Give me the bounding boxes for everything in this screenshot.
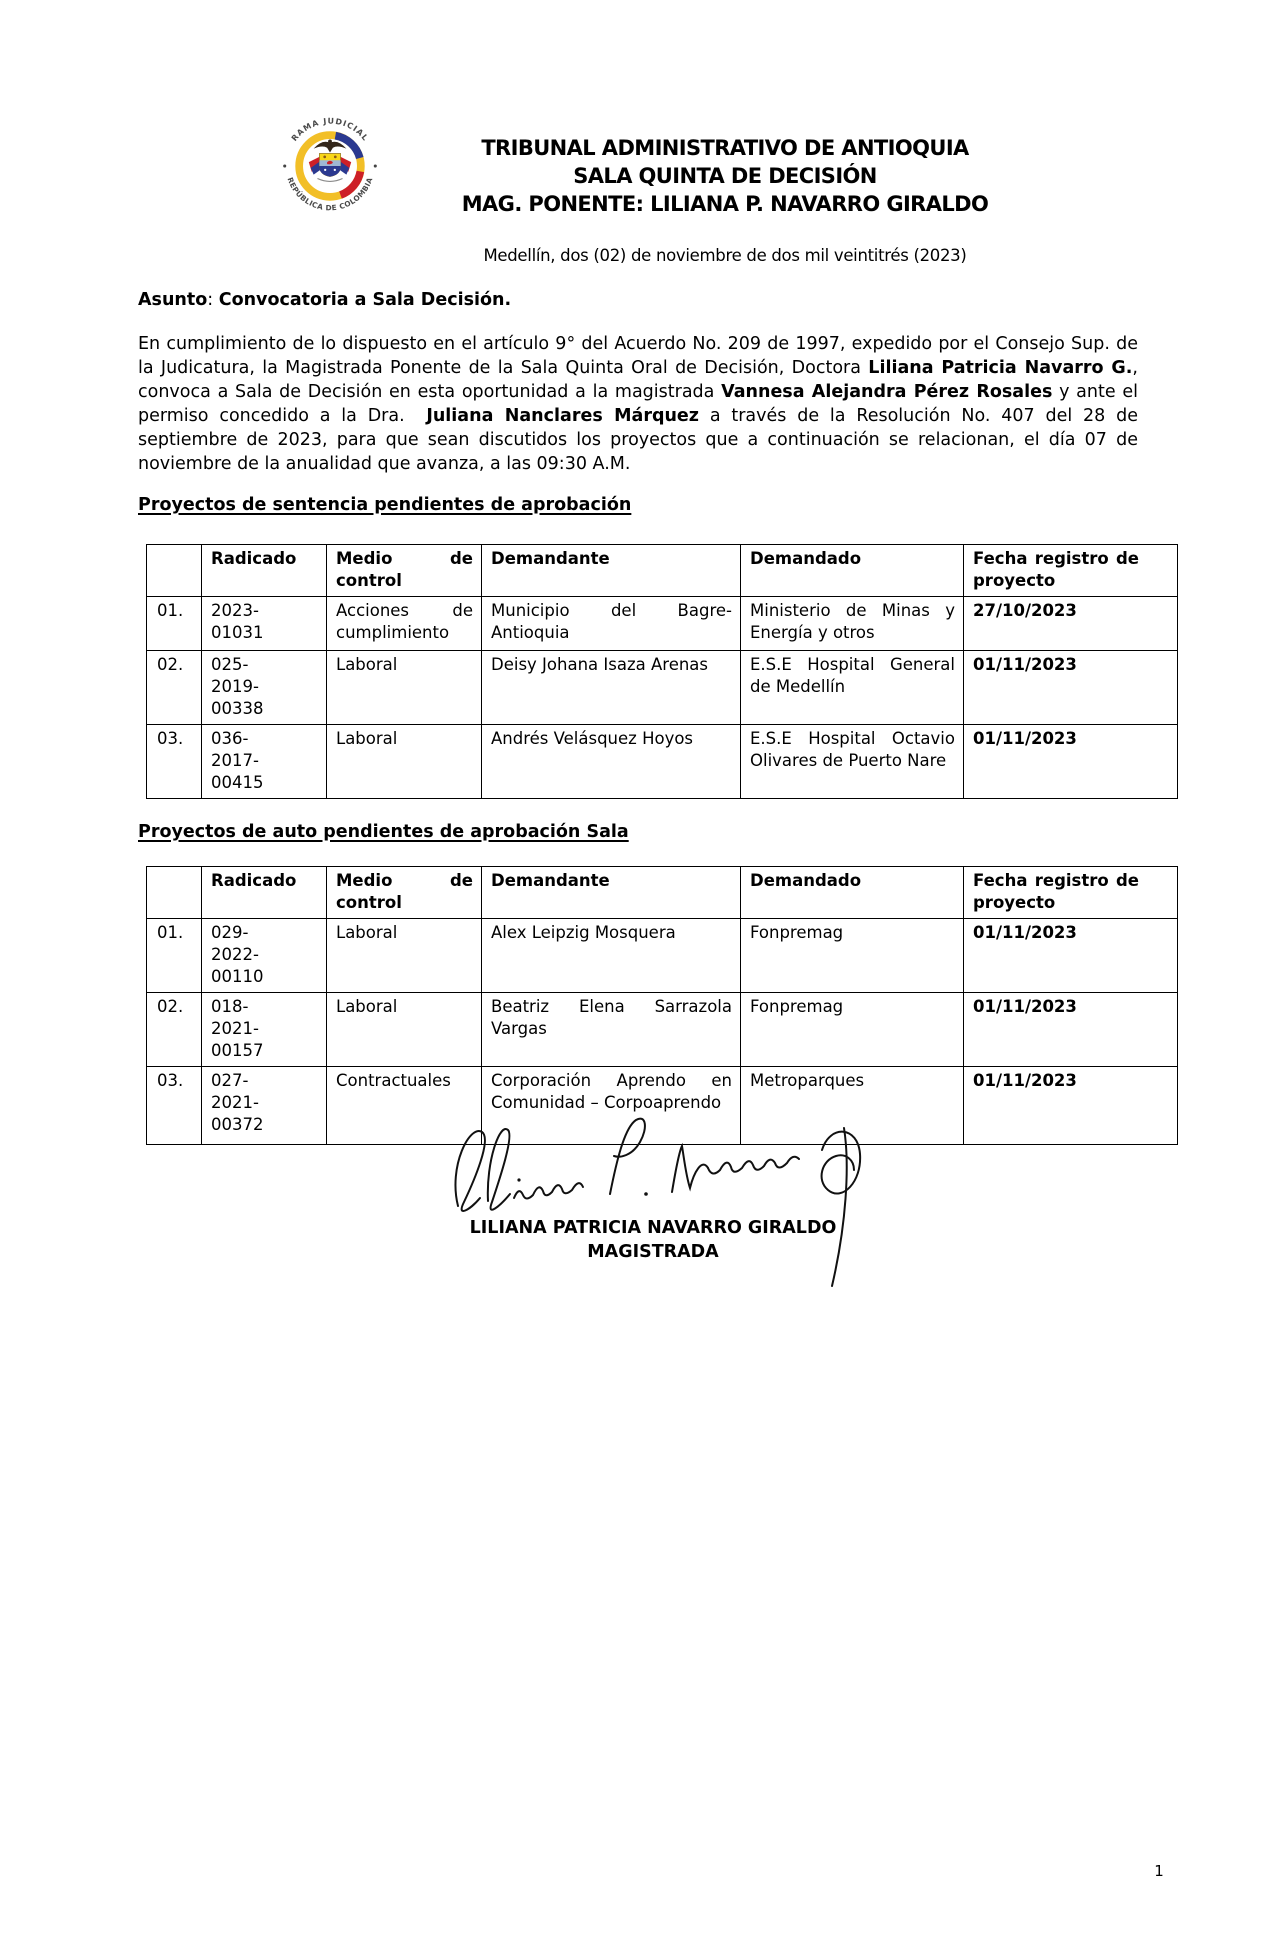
col-header-demandado: Demandado	[741, 545, 964, 597]
cell-radicado: 025-2019-00338	[202, 651, 327, 725]
cell-num: 03.	[147, 725, 202, 799]
subject-separator: :	[207, 290, 219, 310]
header-line-sala: SALA QUINTA DE DECISIÓN	[573, 164, 877, 188]
cell-num: 02.	[147, 993, 202, 1067]
text-segment: a través de la Resolución No. 407 del 28 de septiembre de 2023, para que sean discutidos los proyectos que a continuación se relacionan, el día 07 de noviembre de la anualidad que avanza, a las 09:30 A.M.	[138, 406, 1139, 474]
subject-line	[138, 290, 511, 310]
document-header	[390, 134, 1060, 218]
section-heading-sentencias: Proyectos de sentencia pendientes de aprobación	[138, 495, 632, 515]
table-header-row	[147, 545, 1178, 597]
bold-text-segment: Liliana Patricia Navarro G.	[868, 358, 1133, 378]
cell-demandado: E.S.E Hospital General de Medellín	[741, 651, 964, 725]
page-number: 1	[1154, 1862, 1164, 1880]
cell-medio: Laboral	[327, 919, 482, 993]
cell-medio: Laboral	[327, 993, 482, 1067]
section-heading-autos: Proyectos de auto pendientes de aprobación Sala	[138, 822, 629, 842]
cell-medio: Laboral	[327, 651, 482, 725]
text-segment: y ante el permiso concedido a la Dra.	[138, 382, 1138, 426]
table-row	[147, 993, 1178, 1067]
cell-demandante: Municipio del Bagre- Antioquia	[482, 597, 741, 651]
cell-num: 03.	[147, 1067, 202, 1145]
col-header-num	[147, 545, 202, 597]
cell-fecha: 27/10/2023	[964, 597, 1178, 651]
col-header-demandado: Demandado	[741, 867, 964, 919]
cell-demandante: Beatriz Elena Sarrazola Vargas	[482, 993, 741, 1067]
header-line-ponente: MAG. PONENTE: LILIANA P. NAVARRO GIRALDO	[461, 192, 989, 216]
col-header-num	[147, 867, 202, 919]
svg-text:REPÚBLICA DE COLOMBIA: REPÚBLICA DE COLOMBIA	[285, 176, 375, 213]
cell-num: 02.	[147, 651, 202, 725]
cell-medio: Acciones de cumplimiento	[327, 597, 482, 651]
cell-radicado: 029-2022-00110	[202, 919, 327, 993]
table-row	[147, 725, 1178, 799]
table-autos	[146, 866, 1178, 1145]
cell-medio: Laboral	[327, 725, 482, 799]
cell-demandante: Andrés Velásquez Hoyos	[482, 725, 741, 799]
col-header-radicado: Radicado	[202, 867, 327, 919]
subject-value: Convocatoria a Sala Decisión.	[218, 290, 512, 310]
cell-demandado: Ministerio de Minas y Energía y otros	[741, 597, 964, 651]
cell-fecha: 01/11/2023	[964, 725, 1178, 799]
cell-demandado: Fonpremag	[741, 993, 964, 1067]
col-header-demandante: Demandante	[482, 867, 741, 919]
text-segment: En cumplimiento de lo dispuesto en el artículo 9° del Acuerdo No. 209 de 1997, expedido por el Consejo Sup. de la Judicatura, la Magistrada Ponente de la Sala Quinta Oral de Decisión, Doctora	[138, 334, 1138, 378]
cell-fecha: 01/11/2023	[964, 919, 1178, 993]
col-header-fecha: Fecha registro de proyecto	[964, 867, 1178, 919]
cell-medio: Contractuales	[327, 1067, 482, 1145]
subject-label: Asunto	[138, 290, 208, 310]
cell-demandante: Corporación Aprendo en Comunidad – Corpoaprendo	[482, 1067, 741, 1145]
cell-radicado: 036-2017-00415	[202, 725, 327, 799]
text-segment: , convoca a Sala de Decisión en esta oportunidad a la magistrada	[138, 358, 1138, 402]
cell-radicado: 018-2021-00157	[202, 993, 327, 1067]
cell-fecha: 01/11/2023	[964, 993, 1178, 1067]
bold-text-segment: Juliana Nanclares Márquez	[426, 406, 699, 426]
table-header-row	[147, 867, 1178, 919]
table-row	[147, 651, 1178, 725]
coat-of-arms	[309, 140, 351, 182]
col-header-medio: Medio de control	[327, 545, 482, 597]
cell-fecha: 01/11/2023	[964, 1067, 1178, 1145]
table-row	[147, 919, 1178, 993]
col-header-fecha: Fecha registro de proyecto	[964, 545, 1178, 597]
cell-radicado: 2023-01031	[202, 597, 327, 651]
cell-num: 01.	[147, 597, 202, 651]
table-sentencias	[146, 544, 1178, 799]
col-header-demandante: Demandante	[482, 545, 741, 597]
cell-fecha: 01/11/2023	[964, 651, 1178, 725]
svg-text:RAMA JUDICIAL: RAMA JUDICIAL	[289, 116, 371, 143]
cell-demandado: E.S.E Hospital Octavio Olivares de Puerto Nare	[741, 725, 964, 799]
col-header-radicado: Radicado	[202, 545, 327, 597]
table-row	[147, 597, 1178, 651]
body-paragraph	[138, 332, 1138, 476]
cell-num: 01.	[147, 919, 202, 993]
bold-text-segment: Vannesa Alejandra Pérez Rosales	[721, 382, 1053, 402]
cell-demandado: Metroparques	[741, 1067, 964, 1145]
header-line-tribunal: TRIBUNAL ADMINISTRATIVO DE ANTIOQUIA	[481, 136, 969, 160]
cell-demandante: Deisy Johana Isaza Arenas	[482, 651, 741, 725]
rama-judicial-seal-icon	[277, 113, 383, 219]
signatory-name: LILIANA PATRICIA NAVARRO GIRALDO	[469, 1218, 837, 1238]
col-header-medio: Medio de control	[327, 867, 482, 919]
cell-demandado: Fonpremag	[741, 919, 964, 993]
date-line: Medellín, dos (02) de noviembre de dos mil veintitrés (2023)	[483, 246, 967, 265]
cell-radicado: 027-2021-00372	[202, 1067, 327, 1145]
signatory-title: MAGISTRADA	[587, 1242, 719, 1262]
cell-demandante: Alex Leipzig Mosquera	[482, 919, 741, 993]
handwritten-signature-icon	[440, 1106, 870, 1298]
